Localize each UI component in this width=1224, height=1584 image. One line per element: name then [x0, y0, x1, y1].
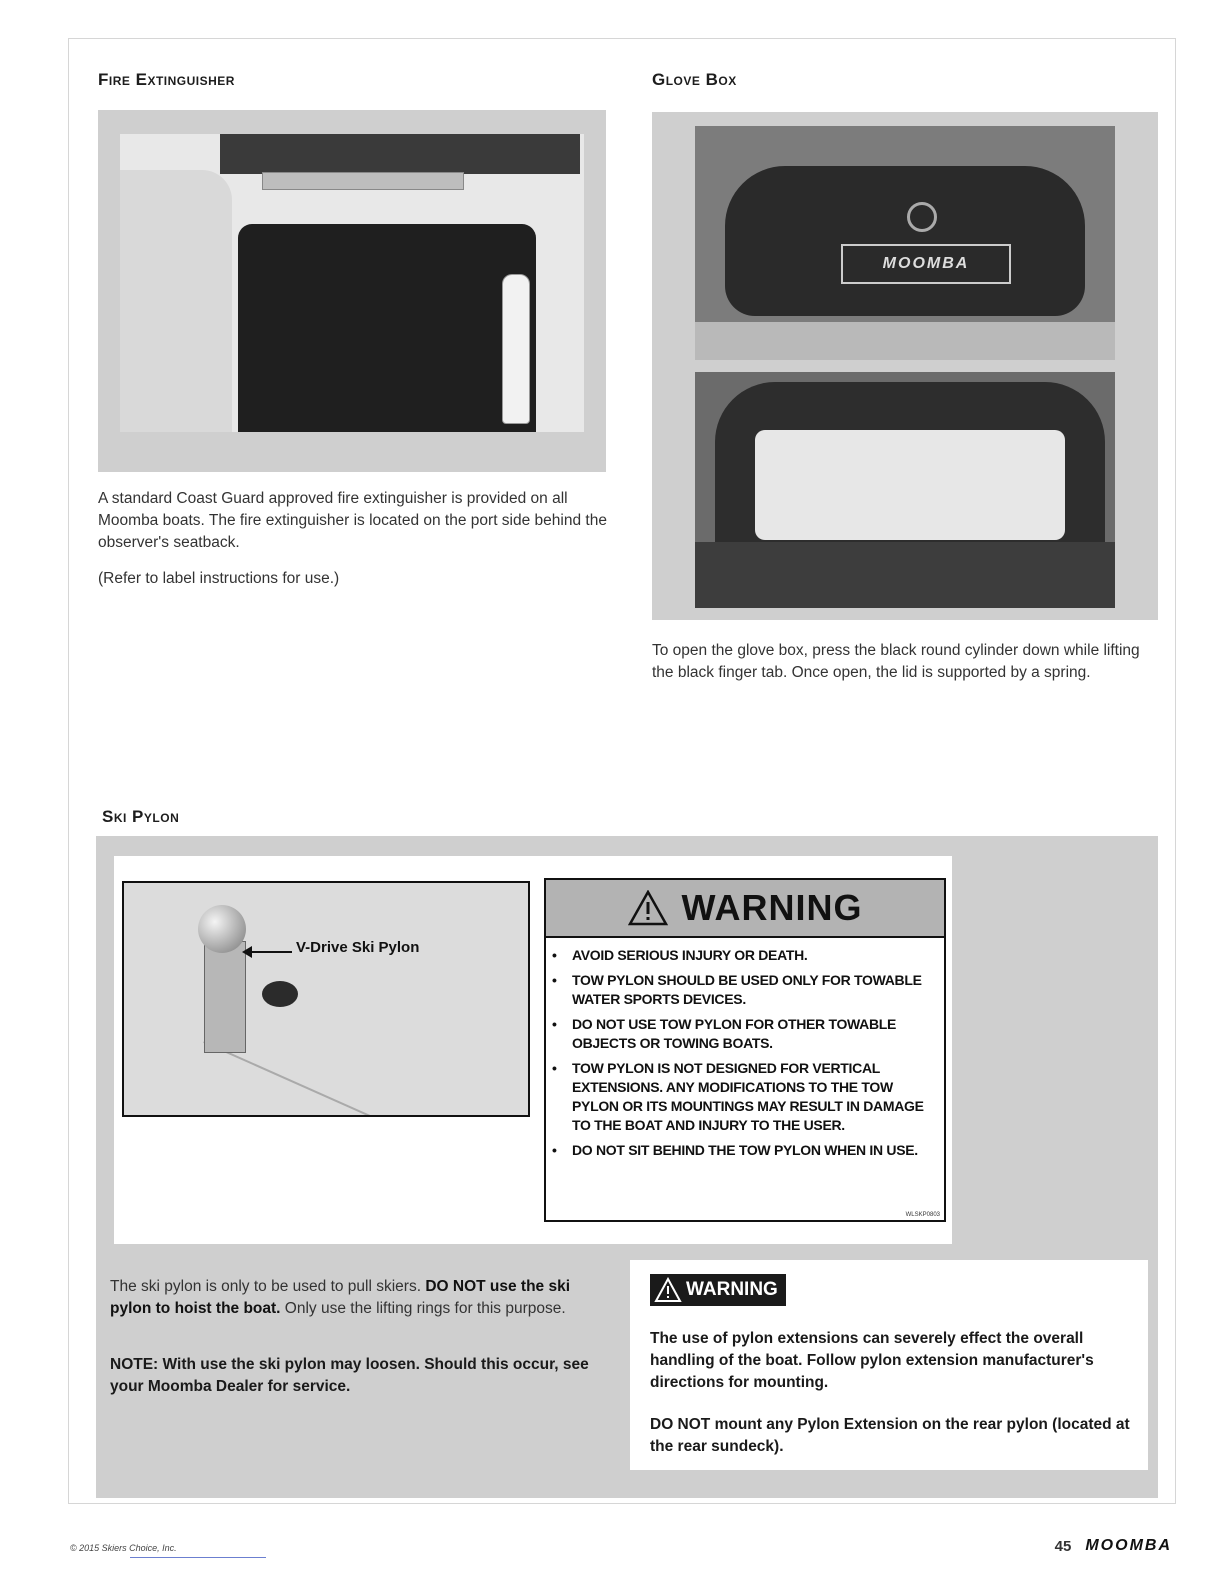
storage-cavity-shape [238, 224, 536, 436]
pylon-callout-label: V-Drive Ski Pylon [296, 939, 420, 956]
warning-badge [650, 1274, 786, 1306]
usage-text-bold: DO NOT use the ski pylon to hoist the boat. [110, 1278, 571, 1317]
pylon-extension-warning-box [630, 1260, 1148, 1470]
fire-extinguisher-photo [120, 134, 584, 452]
bottom-rule [130, 1557, 266, 1558]
footer-branding [1055, 1537, 1172, 1555]
warning-label-item: • AVOID SERIOUS INJURY OR DEATH. [562, 946, 936, 965]
warning-label-item: • DO NOT SIT BEHIND THE TOW PYLON WHEN IN USE. [562, 1141, 936, 1160]
ski-pylon-photo [122, 881, 530, 1117]
hinge-shape [262, 172, 464, 190]
fire-extinguisher-note: (Refer to label instructions for use.) [98, 570, 340, 587]
usage-text-part-2: Only use the lifting rings for this purpose. [280, 1300, 566, 1317]
usage-text-part-1: The ski pylon is only to be used to pull skiers. [110, 1278, 426, 1295]
fire-extinguisher-heading: Fire Extinguisher [98, 70, 235, 89]
glove-box-paragraph: To open the glove box, press the black round cylinder down while lifting the black finger tab. Once open, the lid is supported by a spring. [652, 642, 1140, 681]
carpet-shape [695, 542, 1115, 608]
round-cylinder-shape [907, 202, 937, 232]
ski-pylon-heading: Ski Pylon [102, 807, 180, 826]
pylon-hole-shape [262, 981, 298, 1007]
glove-box-interior-shape [755, 430, 1065, 540]
moomba-logo: MOOMBA [1085, 1537, 1172, 1554]
glove-box-lid-shape [725, 166, 1085, 316]
warning-box-text [650, 1328, 1134, 1478]
glove-box-text [652, 640, 1158, 698]
ski-pylon-text [110, 1276, 610, 1432]
fire-extinguisher-paragraph: A standard Coast Guard approved fire extinguisher is provided on all Moomba boats. The fire extinguisher is located on the port side behind the observer's seatback. [98, 490, 607, 551]
ski-pylon-usage-paragraph [110, 1276, 610, 1320]
warning-badge-label: WARNING [686, 1279, 778, 1300]
warning-label-header [546, 880, 944, 938]
warning-label-code: WLSKP0803 [905, 1212, 940, 1218]
pylon-post-shape [204, 941, 246, 1053]
warning-label-list [546, 938, 944, 1160]
warning-label-item: • TOW PYLON SHOULD BE USED ONLY FOR TOWABLE WATER SPORTS DEVICES. [562, 971, 936, 1009]
warning-triangle-icon [628, 890, 668, 926]
glove-box-heading: Glove Box [652, 70, 737, 89]
callout-line [248, 951, 292, 953]
deck-surface-shape [124, 883, 528, 1115]
copyright-notice: © 2015 Skiers Choice, Inc. [70, 1543, 177, 1553]
fire-extinguisher-text [98, 488, 608, 604]
warning-label-item: • DO NOT USE TOW PYLON FOR OTHER TOWABLE OBJECTS OR TOWING BOATS. [562, 1015, 936, 1053]
glove-box-open-photo [695, 372, 1115, 608]
pylon-ball-shape [198, 905, 246, 953]
warning-label-item: • TOW PYLON IS NOT DESIGNED FOR VERTICAL EXTENSIONS. ANY MODIFICATIONS TO THE TOW PYLON OR ITS MOUNTINGS MAY RESULT IN DAMAGE TO THE BOAT AND INJURY TO THE USER. [562, 1059, 936, 1135]
warning-triangle-icon [654, 1277, 682, 1303]
warning-label-title: WARNING [681, 887, 863, 928]
seatback-shape [120, 170, 232, 452]
deck-shape [695, 322, 1115, 360]
page-number: 45 [1054, 1537, 1072, 1555]
glove-box-closed-photo [695, 126, 1115, 360]
lid-shape [220, 134, 580, 174]
floor-shape [120, 432, 584, 452]
pylon-warning-label [544, 878, 946, 1222]
warning-box-paragraph-1: The use of pylon extensions can severely effect the overall handling of the boat. Follow pylon extension manufacturer's directions for mounting. [650, 1330, 1094, 1391]
warning-box-paragraph-2: DO NOT mount any Pylon Extension on the rear pylon (located at the rear sundeck). [650, 1416, 1130, 1455]
extinguisher-bottle-shape [502, 274, 530, 424]
ski-pylon-note: NOTE: With use the ski pylon may loosen. Should this occur, see your Moomba Dealer for service. [110, 1356, 589, 1395]
moomba-logo-badge: MOOMBA [841, 244, 1011, 284]
